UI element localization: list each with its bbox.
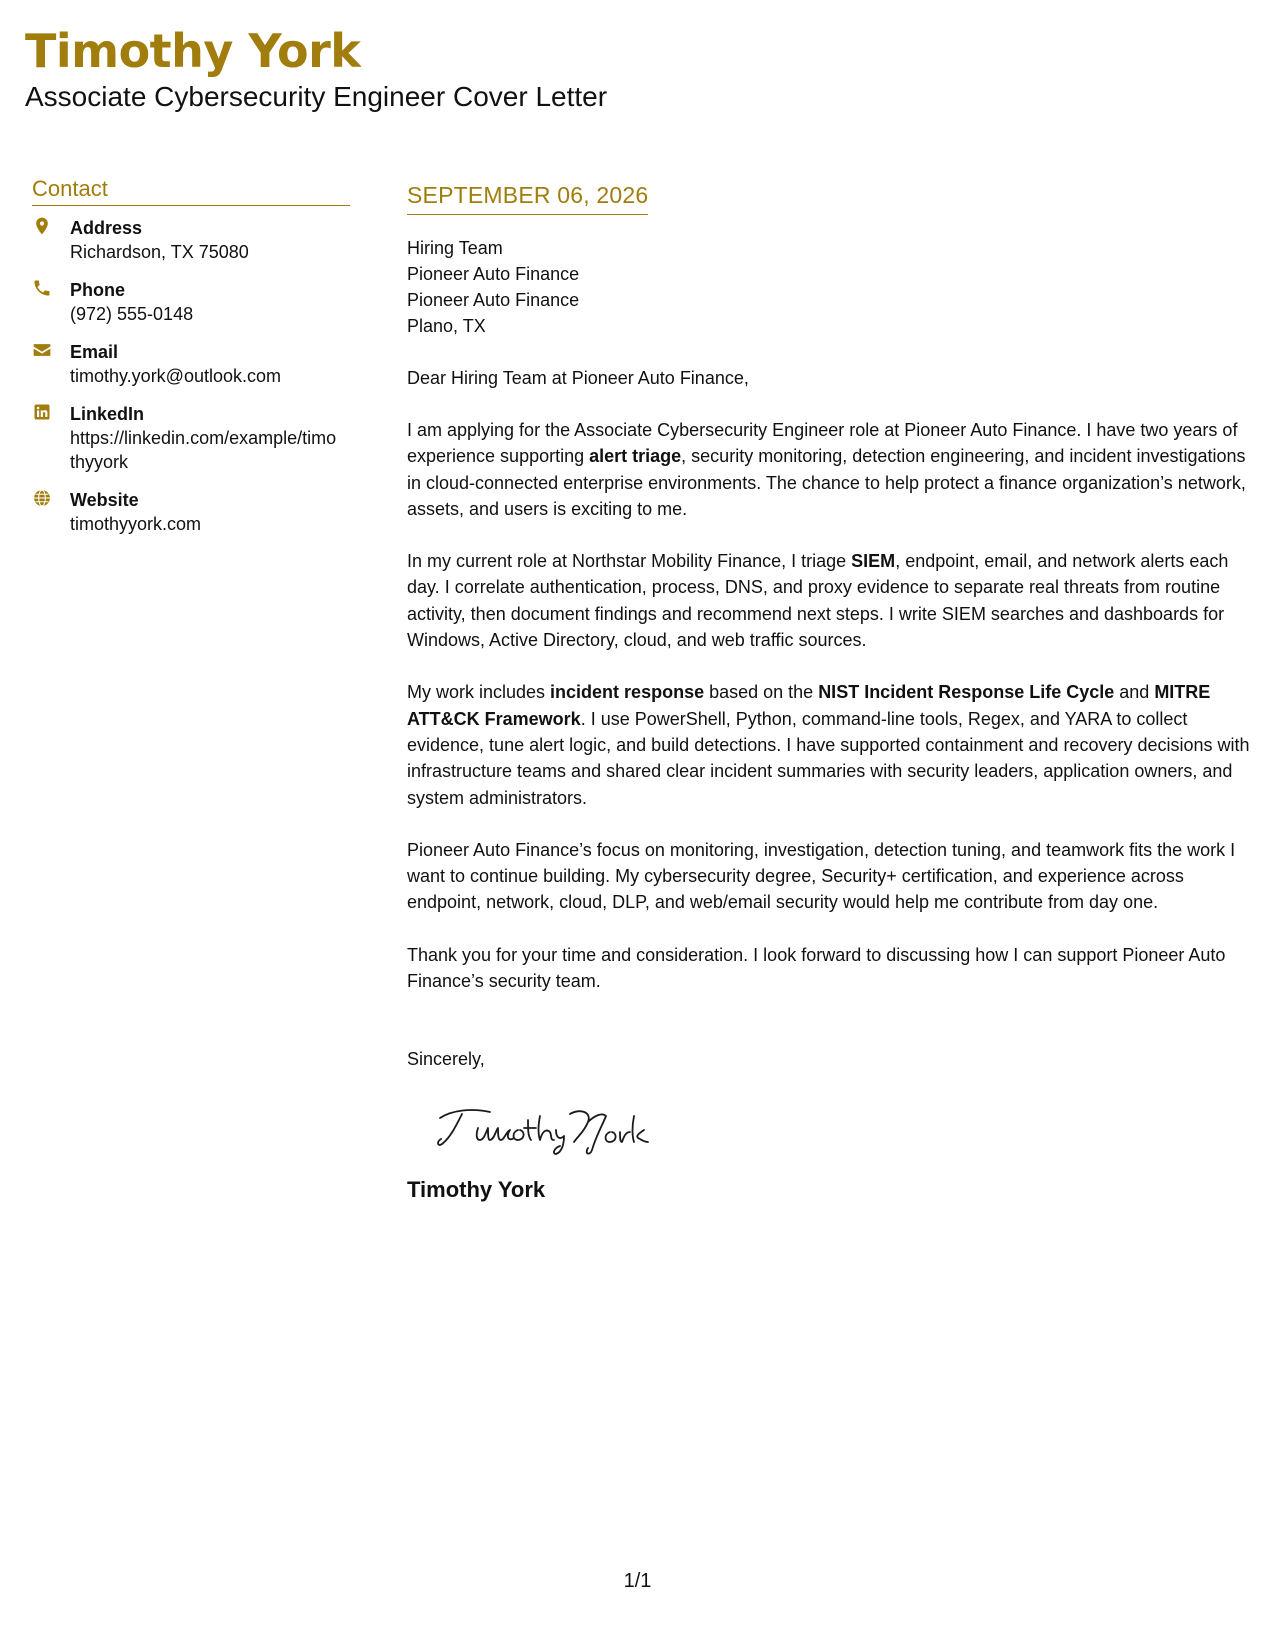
contact-linkedin-value[interactable]: https://linkedin.com/example/timothyyork: [70, 428, 337, 472]
body-paragraph-2: In my current role at Northstar Mobility Finance, I triage SIEM, endpoint, email, and network alerts each day. I correlate authentication, process, DNS, and proxy evidence to separate real threats from routine activity, then document findings and recommend next steps. I write SIEM searches and dashboards for Windows, Active Directory, cloud, and web traffic sources.: [407, 551, 1229, 651]
body-paragraph-3: My work includes incident response based on the NIST Incident Response Life Cycle and MITRE ATT&CK Framework. I use PowerShell, Python, command-line tools, Regex, and YARA to collect evidence, tune alert logic, and build detections. I have supported containment and recovery decisions with infrastructure teams and shared clear incident summaries with security leaders, application owners, and system administrators.: [407, 682, 1250, 808]
signature-image: [432, 1102, 652, 1158]
keyword: MITRE ATT&CK Framework: [407, 682, 1211, 729]
map-pin-icon: [32, 216, 54, 238]
keyword: NIST Incident Response Life Cycle: [818, 682, 1115, 703]
recipient-line: Pioneer Auto Finance: [407, 264, 580, 284]
body-paragraph-1: I am applying for the Associate Cybersecurity Engineer role at Pioneer Auto Finance. I have two years of experience supporting alert triage, security monitoring, detection engineering, and incident investigations in cloud-connected enterprise environments. The chance to help protect a finance organization’s network, assets, and users is exciting to me.: [407, 420, 1246, 519]
letter-body: [407, 180, 1252, 1204]
contact-address: [32, 216, 350, 264]
contact-phone-label: Phone: [70, 280, 126, 300]
closing: Sincerely,: [407, 1049, 485, 1070]
salutation: Dear Hiring Team at Pioneer Auto Finance,: [407, 368, 749, 388]
body-paragraph-4: Pioneer Auto Finance’s focus on monitoring, investigation, detection tuning, and teamwork fits the work I want to continue building. My cybersecurity degree, Security+ certification, and experience across endpoint, network, cloud, DLP, and web/email security would help me contribute from day one.: [407, 839, 1236, 913]
recipient-line: Plano, TX: [407, 316, 486, 336]
contact-phone: [32, 278, 350, 326]
contact-website-label: Website: [70, 490, 139, 510]
globe-icon: [32, 488, 54, 510]
contact-website-value[interactable]: timothyyork.com: [70, 514, 202, 534]
linkedin-icon: [32, 402, 54, 424]
document-subtitle: Associate Cybersecurity Engineer Cover Letter: [25, 81, 608, 112]
recipient-line: Pioneer Auto Finance: [407, 290, 580, 310]
keyword: incident response: [550, 682, 705, 703]
contact-linkedin-label: LinkedIn: [70, 404, 145, 424]
body-paragraph-5: Thank you for your time and consideration. I look forward to discussing how I can support Pioneer Auto Finance’s security team.: [407, 944, 1226, 992]
phone-icon: [32, 278, 54, 300]
keyword: SIEM: [851, 551, 896, 572]
contact-email-value[interactable]: timothy.york@outlook.com: [70, 366, 282, 386]
contact-heading: Contact: [32, 175, 350, 206]
contact-sidebar: [32, 175, 350, 550]
signer-name: Timothy York: [407, 1177, 546, 1203]
contact-address-value: Richardson, TX 75080: [70, 242, 249, 262]
letter-header: [25, 22, 607, 114]
contact-address-label: Address: [70, 218, 143, 238]
recipient-block: [407, 235, 1252, 339]
envelope-icon: [32, 340, 54, 362]
letter-date: SEPTEMBER 06, 2026: [407, 180, 648, 215]
contact-linkedin: [32, 402, 350, 474]
contact-email-label: Email: [70, 342, 119, 362]
page-number: 1/1: [623, 1570, 652, 1592]
contact-website: [32, 488, 350, 536]
contact-phone-value: (972) 555-0148: [70, 304, 194, 324]
contact-email: [32, 340, 350, 388]
applicant-name: Timothy York: [25, 24, 361, 78]
keyword: alert triage: [589, 446, 682, 467]
recipient-line: Hiring Team: [407, 238, 503, 258]
